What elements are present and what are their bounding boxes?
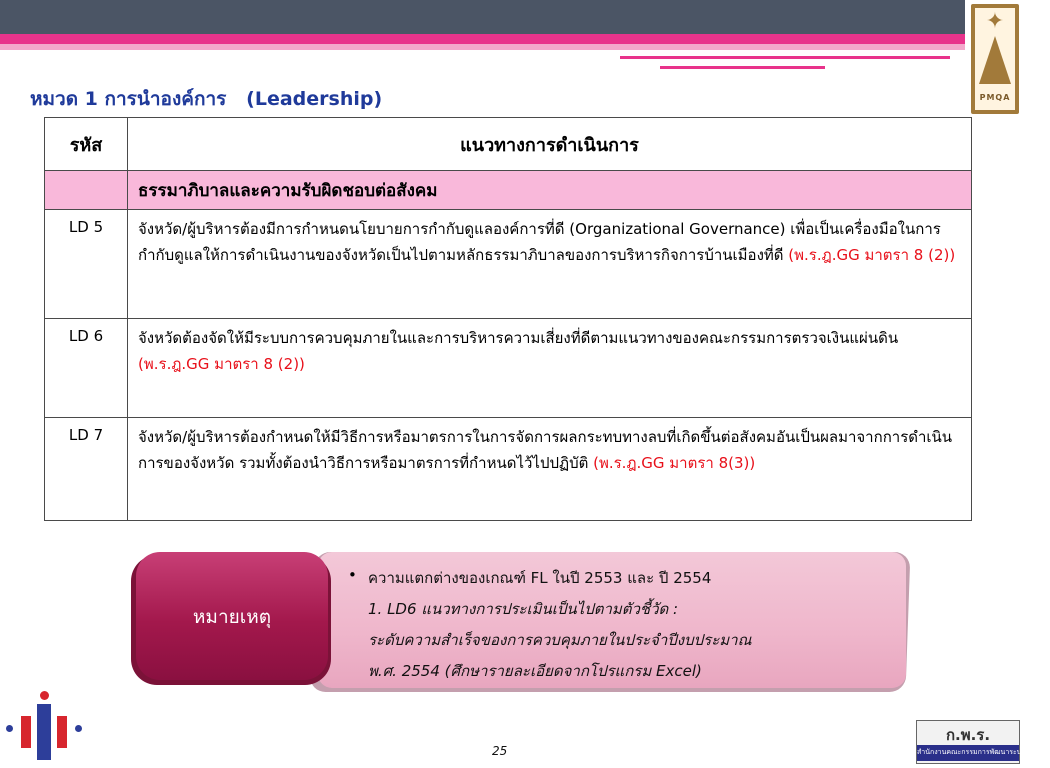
row-reference: (พ.ร.ฎ.GG มาตรา 8(3)) <box>593 454 756 472</box>
pmqa-logo-text: PMQA <box>979 93 1011 102</box>
row-reference: (พ.ร.ฎ.GG มาตรา 8 (2)) <box>788 246 956 264</box>
emblem-dot <box>40 691 49 700</box>
emblem-dot <box>6 725 13 732</box>
header-code: รหัส <box>45 118 128 171</box>
header-accent-line <box>620 56 950 59</box>
emblem-dot <box>75 725 82 732</box>
row-text: จังหวัดต้องจัดให้มีระบบการควบคุมภายในและการบริหารความเสี่ยงที่ดีตามแนวทางของคณะกรรมการตรวจเงินแผ่นดิน <box>138 329 899 347</box>
opdc-logo-text: ก.พ.ร. <box>945 726 991 744</box>
page-title: หมวด 1 การนำองค์การ (Leadership) <box>30 88 383 110</box>
row-description <box>128 210 972 319</box>
section-row <box>45 171 972 210</box>
note-line-2: 1. LD6 แนวทางการประเมินเป็นไปตามตัวชี้วัด : <box>368 600 679 618</box>
pmqa-logo <box>965 0 1024 118</box>
opdc-logo-subtext: สำนักงานคณะกรรมการพัฒนาระบบราชการ <box>917 748 1050 756</box>
note-line-3: ระดับความสำเร็จของการควบคุมภายในประจำปีงบประมาณ <box>368 631 752 649</box>
row-code: LD 5 <box>45 210 128 319</box>
note-tab-label: หมายเหตุ <box>192 606 272 628</box>
emblem-left-bar <box>21 716 31 748</box>
header-guideline: แนวทางการดำเนินการ <box>128 118 972 171</box>
row-text: จังหวัด/ผู้บริหารต้องมีการกำหนดนโยบายการกำกับดูแลองค์การที่ดี (Organizational Governance) เพื่อเป็นเครื่องมือในการกำกับดูแลให้การดำเนินงานของจังหวัดเป็นไปตามหลักธรรมาภิบาลของการบริหารกิจการบ้านเมืองที่ดี <box>138 220 941 264</box>
table-row <box>45 418 972 521</box>
mountain-icon <box>979 36 1011 84</box>
table-row <box>45 210 972 319</box>
row-description <box>128 319 972 418</box>
header-bar <box>0 0 965 34</box>
row-code: LD 7 <box>45 418 128 521</box>
emblem-right-bar <box>57 716 67 748</box>
header-accent-line-short <box>660 66 825 69</box>
row-reference: (พ.ร.ฎ.GG มาตรา 8 (2)) <box>138 355 305 373</box>
page-number: 25 <box>492 744 508 758</box>
header-accent-stripe-light <box>0 44 965 50</box>
note-line-1: ความแตกต่างของเกณฑ์ FL ในปี 2553 และ ปี 2554 <box>368 569 712 587</box>
guideline-table <box>44 117 972 521</box>
row-code: LD 6 <box>45 319 128 418</box>
bullet-icon: • <box>348 566 357 584</box>
opdc-logo <box>916 720 1050 764</box>
emblem-center-bar <box>37 704 51 760</box>
row-description <box>128 418 972 521</box>
emblem-logo <box>0 688 90 768</box>
header-accent-stripe <box>0 34 965 44</box>
note-line-4: พ.ศ. 2554 (ศึกษารายละเอียดจากโปรแกรม Excel) <box>368 662 702 680</box>
row-text: จังหวัด/ผู้บริหารต้องกำหนดให้มีวิธีการหรือมาตรการในการจัดการผลกระทบทางลบที่เกิดขึ้นต่อสังคมอันเป็นผลมาจากการดำเนินการของจังหวัด รวมทั้งต้องนำวิธีการหรือมาตรการที่กำหนดไว้ไปปฏิบัติ <box>138 428 953 472</box>
table-row <box>45 319 972 418</box>
note-tab <box>136 552 328 680</box>
table-header-row <box>45 118 972 171</box>
star-icon: ✦ <box>985 9 1005 34</box>
section-title: ธรรมาภิบาลและความรับผิดชอบต่อสังคม <box>128 171 972 210</box>
section-code-cell <box>45 171 128 210</box>
